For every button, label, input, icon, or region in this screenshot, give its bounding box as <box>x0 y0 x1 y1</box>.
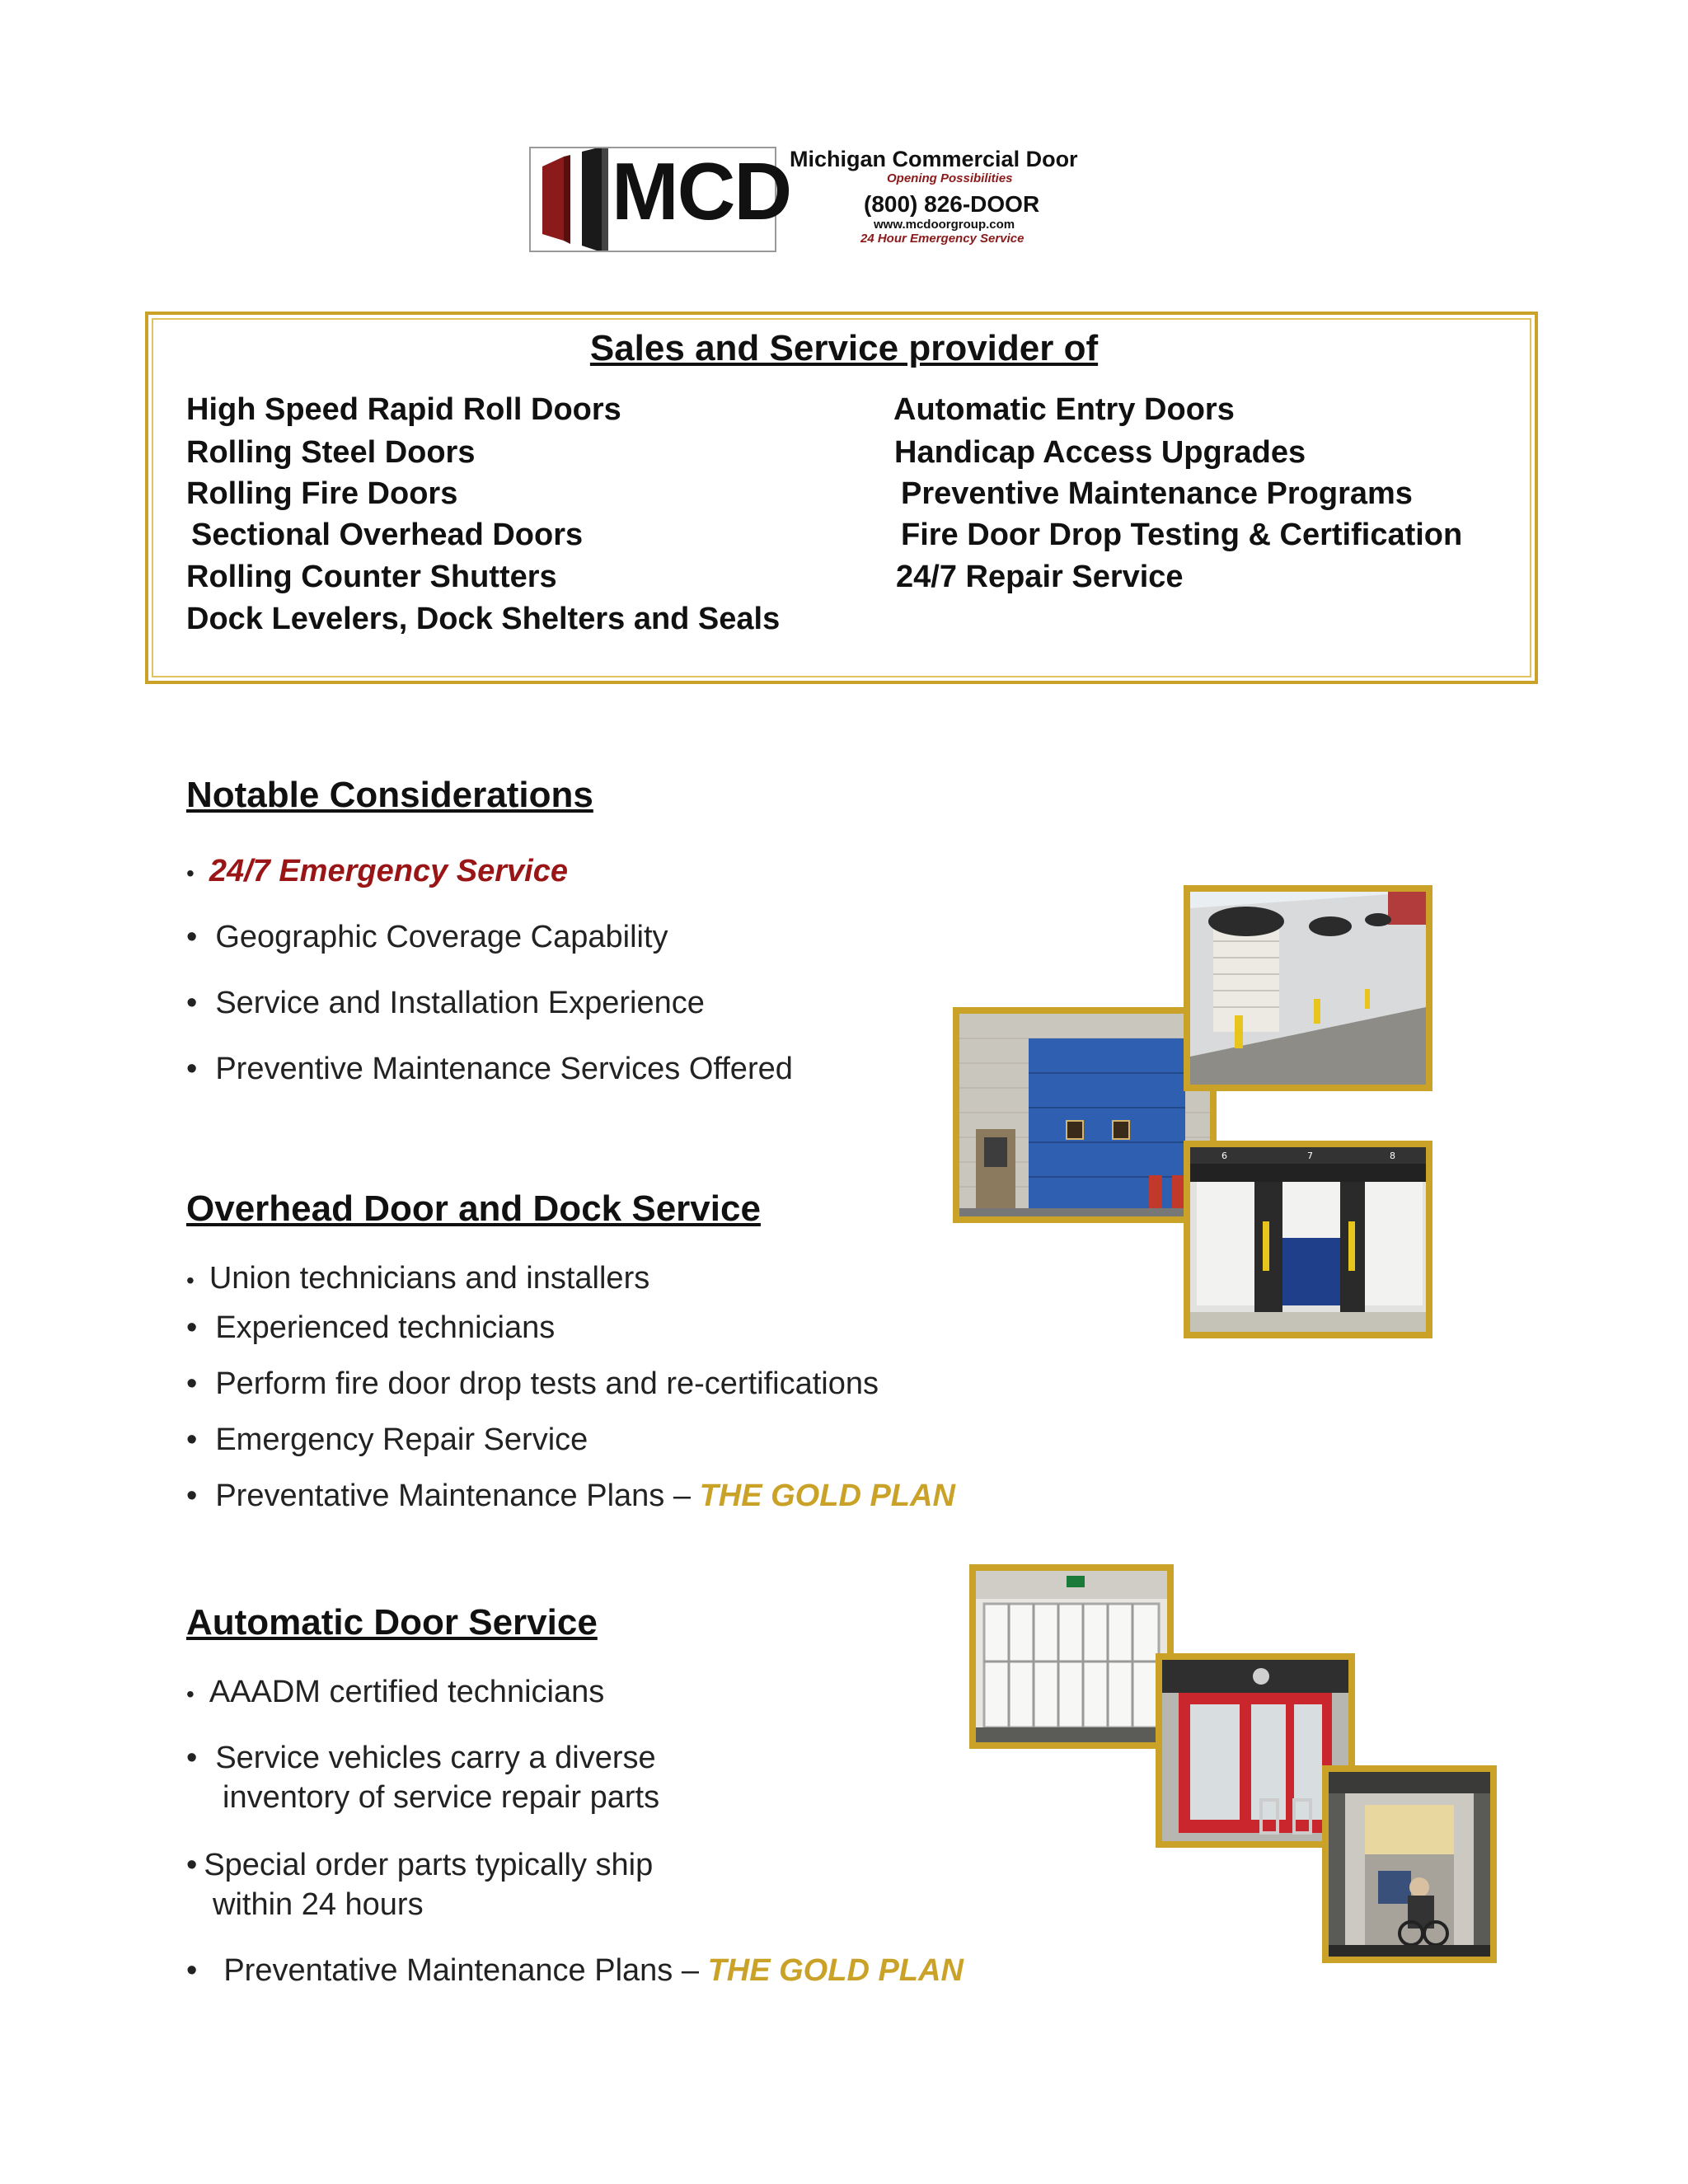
section-heading-overhead: Overhead Door and Dock Service <box>186 1188 761 1229</box>
section-heading-automatic: Automatic Door Service <box>186 1602 598 1643</box>
list-item: • Experienced technicians <box>186 1310 556 1345</box>
list-item-text: Preventative Maintenance Plans – <box>223 1953 708 1988</box>
service-item: Preventive Maintenance Programs <box>901 476 1413 511</box>
service-item: 24/7 Repair Service <box>896 560 1184 594</box>
list-item: • Union technicians and installers <box>186 1261 650 1296</box>
list-item-text: Special order parts typically ship <box>204 1848 654 1882</box>
emergency-note: 24 Hour Emergency Service <box>860 232 1025 246</box>
section-heading-notable: Notable Considerations <box>186 775 593 815</box>
sliding-doors-image <box>976 1571 1167 1742</box>
list-item-text: Emergency Repair Service <box>215 1422 588 1457</box>
list-item-continuation: within 24 hours <box>213 1887 424 1922</box>
dock-number-8: 8 <box>1390 1151 1395 1161</box>
logo-mark: MCD <box>612 146 791 237</box>
service-item: Rolling Fire Doors <box>186 476 458 511</box>
rolling-steel-doors-photo <box>1184 885 1432 1091</box>
storefront-image <box>1162 1660 1348 1841</box>
accessible-entry-photo <box>1322 1765 1497 1963</box>
list-item: • Preventive Maintenance Services Offered <box>186 1052 793 1086</box>
emergency-service-text: 24/7 Emergency Service <box>209 854 568 888</box>
list-item-text: AAADM certified technicians <box>209 1675 605 1709</box>
company-tagline: Opening Possibilities <box>887 171 1013 185</box>
list-item-text: Perform fire door drop tests and re-certifications <box>215 1366 879 1401</box>
list-item: • AAADM certified technicians <box>186 1675 605 1709</box>
dock-number-6: 6 <box>1221 1151 1227 1161</box>
list-item: • Perform fire door drop tests and re-certifications <box>186 1366 879 1401</box>
service-item: Sectional Overhead Doors <box>191 518 584 552</box>
list-item-text: Preventive Maintenance Services Offered <box>215 1052 793 1086</box>
company-phone: (800) 826-DOOR <box>864 191 1040 217</box>
service-item: Automatic Entry Doors <box>893 392 1235 427</box>
company-name: Michigan Commercial Door <box>790 147 1078 171</box>
accessible-entry-image <box>1329 1772 1490 1957</box>
rolling-doors-image <box>1190 892 1426 1085</box>
list-item-text: Preventative Maintenance Plans – <box>215 1479 700 1513</box>
service-item: Fire Door Drop Testing & Certification <box>901 518 1463 552</box>
service-item: Handicap Access Upgrades <box>894 435 1306 470</box>
loading-dock-photo <box>1184 1141 1432 1338</box>
list-item: • Service and Installation Experience <box>186 986 705 1020</box>
list-item: • Service vehicles carry a diverse <box>186 1741 656 1775</box>
list-item-text: Union technicians and installers <box>209 1261 650 1296</box>
sectional-door-image <box>959 1014 1210 1216</box>
dock-image <box>1190 1147 1426 1332</box>
list-item-text: Service vehicles carry a diverse <box>215 1741 656 1775</box>
list-item-text: Experienced technicians <box>215 1310 556 1345</box>
list-item: • Emergency Repair Service <box>186 1422 588 1457</box>
list-item: • Preventative Maintenance Plans – THE GOLD PLAN <box>186 1953 964 1988</box>
service-item: Rolling Steel Doors <box>186 435 476 470</box>
gold-plan-text: THE GOLD PLAN <box>707 1953 964 1988</box>
company-website: www.mcdoorgroup.com <box>874 218 1015 232</box>
sliding-glass-doors-photo <box>969 1564 1174 1749</box>
list-item: • Geographic Coverage Capability <box>186 920 668 954</box>
dock-number-7: 7 <box>1307 1151 1313 1161</box>
list-item: • 24/7 Emergency Service <box>186 854 568 888</box>
list-item-continuation: inventory of service repair parts <box>223 1780 660 1815</box>
services-title: Sales and Service provider of <box>589 328 1099 368</box>
gold-plan-text: THE GOLD PLAN <box>699 1479 955 1513</box>
blue-sectional-door-photo <box>953 1007 1217 1223</box>
list-item: • Special order parts typically ship <box>186 1848 654 1882</box>
service-item: Dock Levelers, Dock Shelters and Seals <box>186 602 781 636</box>
list-item: • Preventative Maintenance Plans – THE GOLD PLAN <box>186 1479 955 1513</box>
list-item-text: Geographic Coverage Capability <box>215 920 668 954</box>
service-item: High Speed Rapid Roll Doors <box>186 392 621 427</box>
list-item-text: Service and Installation Experience <box>215 986 705 1020</box>
service-item: Rolling Counter Shutters <box>186 560 557 594</box>
